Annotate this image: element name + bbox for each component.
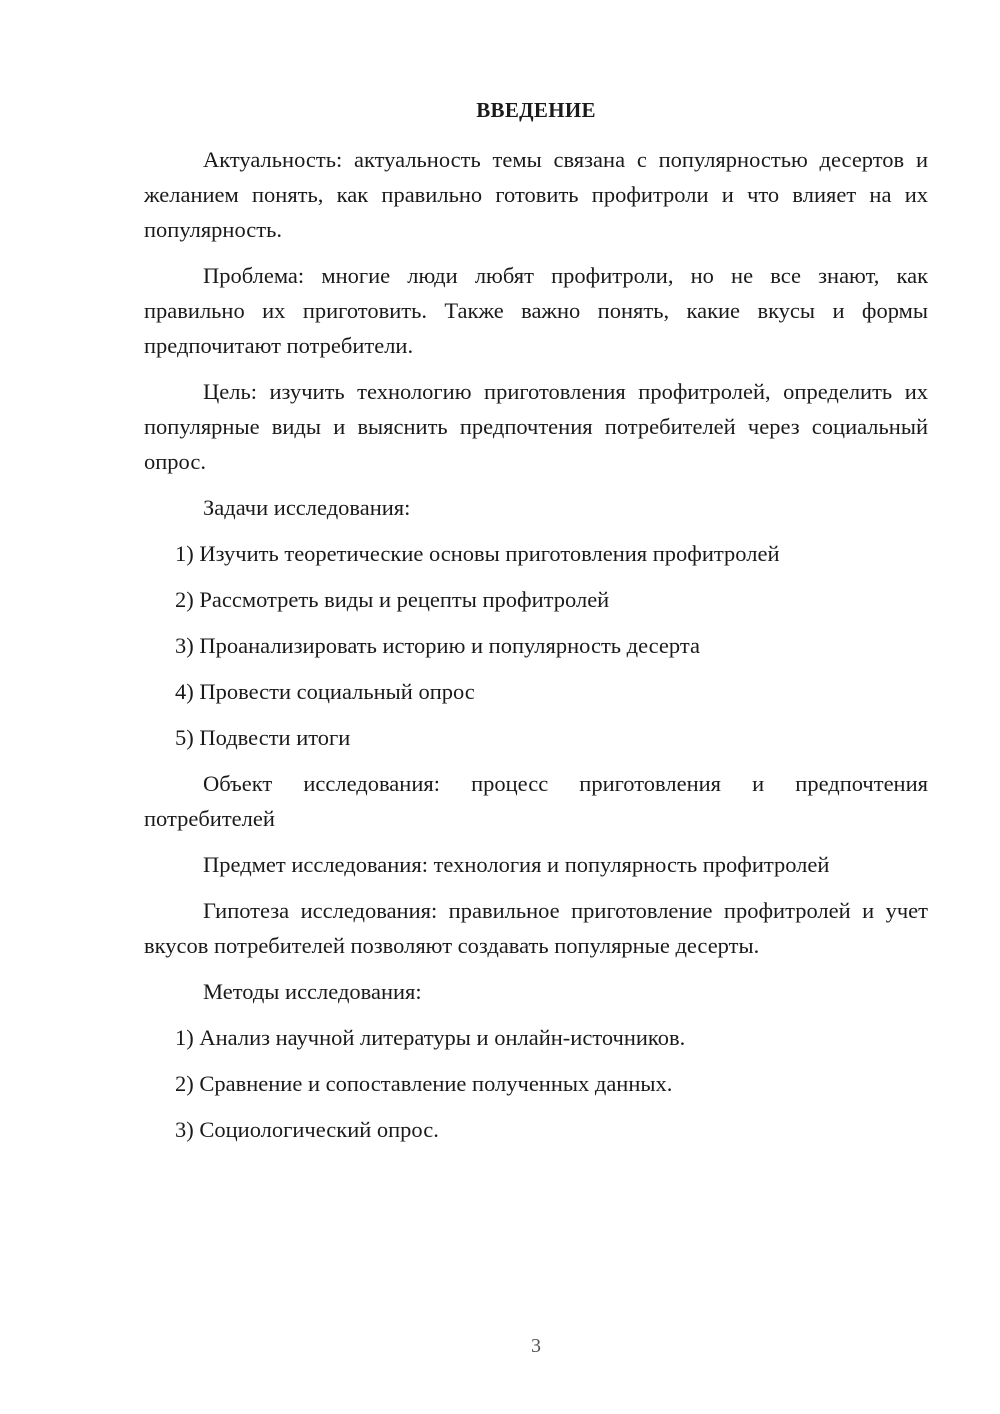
paragraph-hypothesis: Гипотеза исследования: правильное приготовление профитролей и учет вкусов потребителей позволяют создавать популярные десерты. <box>144 898 928 958</box>
list-item: 5) Подвести итоги <box>175 725 351 750</box>
paragraph-subject: Предмет исследования: технология и популярность профитролей <box>203 852 830 877</box>
list-item: 1) Изучить теоретические основы приготовления профитролей <box>175 541 780 566</box>
page-title: ВВЕДЕНИЕ <box>476 98 596 122</box>
list-item: 4) Провести социальный опрос <box>175 679 475 704</box>
paragraph-problem: Проблема: многие люди любят профитроли, но не все знают, как правильно их приготовить. Также важно понять, какие вкусы и формы предпочитают потребители. <box>144 263 928 358</box>
tasks-heading: Задачи исследования: <box>203 495 411 520</box>
list-item: 3) Социологический опрос. <box>175 1117 439 1142</box>
list-item: 2) Рассмотреть виды и рецепты профитролей <box>175 587 610 612</box>
list-item: 3) Проанализировать историю и популярность десерта <box>175 633 700 658</box>
methods-list <box>144 1020 928 1147</box>
tasks-list <box>144 536 928 755</box>
list-item: 1) Анализ научной литературы и онлайн-источников. <box>175 1025 686 1050</box>
paragraph-goal: Цель: изучить технологию приготовления профитролей, определить их популярные виды и выяснить предпочтения потребителей через социальный опрос. <box>144 379 928 474</box>
document-body <box>144 142 928 1158</box>
page-number: 3 <box>531 1335 541 1357</box>
document-page <box>144 0 928 1414</box>
list-item: 2) Сравнение и сопоставление полученных данных. <box>175 1071 673 1096</box>
methods-heading: Методы исследования: <box>203 979 422 1004</box>
paragraph-relevance: Актуальность: актуальность темы связана с популярностью десертов и желанием понять, как правильно готовить профитроли и что влияет на их популярность. <box>144 147 928 242</box>
paragraph-object: Объект исследования: процесс приготовления и предпочтения потребителей <box>144 771 928 831</box>
